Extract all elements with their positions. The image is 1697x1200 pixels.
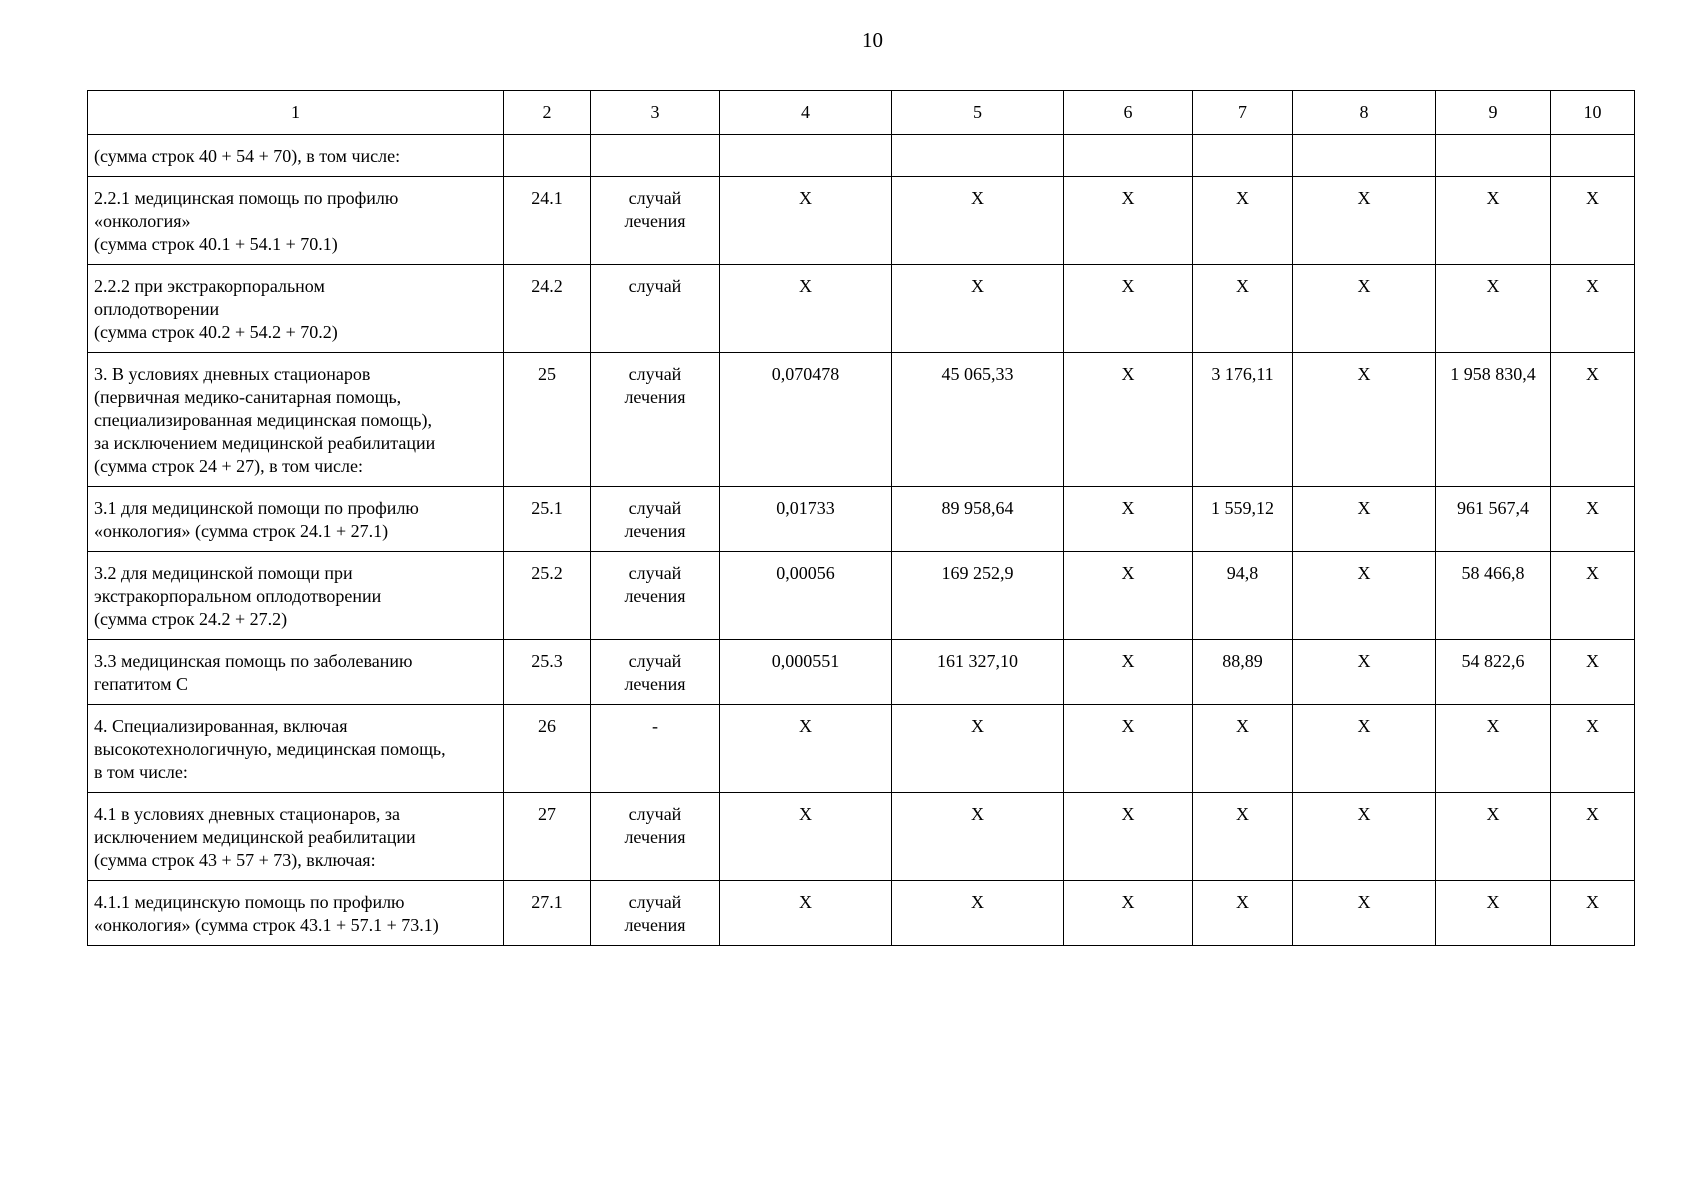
data-table: [87, 90, 1635, 946]
table-cell-col-2: 27: [504, 793, 591, 881]
header-cell-4: 4: [720, 91, 892, 135]
table-cell-col-3: случай лечения: [591, 487, 720, 552]
table-cell-col-2: 25.3: [504, 640, 591, 705]
table-cell-col-4: X: [720, 881, 892, 946]
table-cell-col-3: случай лечения: [591, 552, 720, 640]
table-cell-col-10: X: [1551, 265, 1635, 353]
table-cell-col-3: случай: [591, 265, 720, 353]
table-cell-col-5: X: [892, 881, 1064, 946]
table-cell-col-2: [504, 135, 591, 177]
table-cell-col-10: X: [1551, 705, 1635, 793]
table-cell-col-2: 25.2: [504, 552, 591, 640]
table-cell-col-6: X: [1064, 552, 1193, 640]
table-cell-col-3: -: [591, 705, 720, 793]
table-row: [88, 793, 1635, 881]
page-number: 10: [862, 28, 883, 52]
table-cell-col-6: X: [1064, 353, 1193, 487]
table-cell-col-7: X: [1193, 265, 1293, 353]
table-cell-col-7: 94,8: [1193, 552, 1293, 640]
table-cell-col-9: 1 958 830,4: [1436, 353, 1551, 487]
row-label-cell: 3.3 медицинская помощь по заболеванию гепатитом С: [88, 640, 504, 705]
header-cell-8: 8: [1293, 91, 1436, 135]
header-cell-1: 1: [88, 91, 504, 135]
table-cell-col-7: 88,89: [1193, 640, 1293, 705]
header-cell-3: 3: [591, 91, 720, 135]
header-cell-10: 10: [1551, 91, 1635, 135]
table-cell-col-9: X: [1436, 881, 1551, 946]
table-cell-col-5: 161 327,10: [892, 640, 1064, 705]
header-row: [88, 91, 1635, 135]
table-row: [88, 487, 1635, 552]
table-cell-col-10: X: [1551, 177, 1635, 265]
table-cell-col-5: 45 065,33: [892, 353, 1064, 487]
table-cell-col-8: X: [1293, 881, 1436, 946]
table-cell-col-10: [1551, 135, 1635, 177]
header-cell-9: 9: [1436, 91, 1551, 135]
table-cell-col-5: X: [892, 793, 1064, 881]
table-cell-col-2: 24.1: [504, 177, 591, 265]
table-cell-col-5: X: [892, 705, 1064, 793]
row-label-cell: 4. Специализированная, включая высокотехнологичную, медицинская помощь, в том числе:: [88, 705, 504, 793]
table-cell-col-4: X: [720, 265, 892, 353]
table-cell-col-3: случай лечения: [591, 177, 720, 265]
table-cell-col-4: 0,01733: [720, 487, 892, 552]
table-cell-col-3: случай лечения: [591, 793, 720, 881]
table-cell-col-9: X: [1436, 793, 1551, 881]
table-cell-col-6: X: [1064, 793, 1193, 881]
table-cell-col-3: случай лечения: [591, 640, 720, 705]
table-row: [88, 353, 1635, 487]
table-cell-col-4: X: [720, 793, 892, 881]
table-cell-col-8: X: [1293, 640, 1436, 705]
table-cell-col-3: [591, 135, 720, 177]
table-cell-col-8: X: [1293, 705, 1436, 793]
table-cell-col-4: X: [720, 177, 892, 265]
table-cell-col-8: X: [1293, 793, 1436, 881]
table-cell-col-5: 169 252,9: [892, 552, 1064, 640]
table-cell-col-3: случай лечения: [591, 881, 720, 946]
row-label-cell: 2.2.1 медицинская помощь по профилю «онкология» (сумма строк 40.1 + 54.1 + 70.1): [88, 177, 504, 265]
table-cell-col-5: X: [892, 177, 1064, 265]
table-cell-col-10: X: [1551, 881, 1635, 946]
table-cell-col-2: 25.1: [504, 487, 591, 552]
header-cell-7: 7: [1193, 91, 1293, 135]
table-cell-col-10: X: [1551, 640, 1635, 705]
row-label-cell: (сумма строк 40 + 54 + 70), в том числе:: [88, 135, 504, 177]
table-cell-col-5: 89 958,64: [892, 487, 1064, 552]
table-cell-col-2: 24.2: [504, 265, 591, 353]
table-cell-col-9: X: [1436, 705, 1551, 793]
table-cell-col-7: X: [1193, 705, 1293, 793]
table-cell-col-9: 961 567,4: [1436, 487, 1551, 552]
table-cell-col-4: 0,070478: [720, 353, 892, 487]
table-row: [88, 705, 1635, 793]
table-cell-col-8: [1293, 135, 1436, 177]
table-cell-col-9: [1436, 135, 1551, 177]
table-cell-col-10: X: [1551, 552, 1635, 640]
row-label-cell: 3.2 для медицинской помощи при экстракорпоральном оплодотворении (сумма строк 24.2 + 27.2): [88, 552, 504, 640]
table-row: [88, 881, 1635, 946]
table-cell-col-8: X: [1293, 552, 1436, 640]
table-cell-col-3: случай лечения: [591, 353, 720, 487]
header-cell-5: 5: [892, 91, 1064, 135]
table-cell-col-9: X: [1436, 265, 1551, 353]
table-cell-col-8: X: [1293, 177, 1436, 265]
table-row: [88, 177, 1635, 265]
table-cell-col-6: [1064, 135, 1193, 177]
header-cell-2: 2: [504, 91, 591, 135]
table-cell-col-9: 58 466,8: [1436, 552, 1551, 640]
table-cell-col-5: X: [892, 265, 1064, 353]
table-row: [88, 265, 1635, 353]
table-row: [88, 640, 1635, 705]
row-label-cell: 2.2.2 при экстракорпоральном оплодотворении (сумма строк 40.2 + 54.2 + 70.2): [88, 265, 504, 353]
table-cell-col-5: [892, 135, 1064, 177]
table-cell-col-9: X: [1436, 177, 1551, 265]
row-label-cell: 3. В условиях дневных стационаров (первичная медико-санитарная помощь, специализированная медицинская помощь), за исключением медицинской реабилитации (сумма строк 24 + 27), в том числе:: [88, 353, 504, 487]
table-cell-col-6: X: [1064, 177, 1193, 265]
table-cell-col-6: X: [1064, 265, 1193, 353]
table-cell-col-7: X: [1193, 881, 1293, 946]
table-cell-col-7: X: [1193, 793, 1293, 881]
table-cell-col-6: X: [1064, 640, 1193, 705]
table-cell-col-4: X: [720, 705, 892, 793]
table-body: [88, 91, 1635, 946]
table-cell-col-2: 26: [504, 705, 591, 793]
table-cell-col-10: X: [1551, 793, 1635, 881]
table-cell-col-10: X: [1551, 487, 1635, 552]
table-cell-col-9: 54 822,6: [1436, 640, 1551, 705]
table-cell-col-7: 3 176,11: [1193, 353, 1293, 487]
table-cell-col-8: X: [1293, 487, 1436, 552]
table-cell-col-8: X: [1293, 353, 1436, 487]
table-cell-col-4: [720, 135, 892, 177]
header-cell-6: 6: [1064, 91, 1193, 135]
row-label-cell: 4.1.1 медицинскую помощь по профилю «онкология» (сумма строк 43.1 + 57.1 + 73.1): [88, 881, 504, 946]
table-cell-col-6: X: [1064, 487, 1193, 552]
table-cell-col-2: 25: [504, 353, 591, 487]
table-row: [88, 135, 1635, 177]
table-cell-col-6: X: [1064, 705, 1193, 793]
table-cell-col-4: 0,000551: [720, 640, 892, 705]
table-cell-col-7: 1 559,12: [1193, 487, 1293, 552]
table-cell-col-7: [1193, 135, 1293, 177]
table-cell-col-7: X: [1193, 177, 1293, 265]
table-cell-col-6: X: [1064, 881, 1193, 946]
table-cell-col-4: 0,00056: [720, 552, 892, 640]
table-cell-col-10: X: [1551, 353, 1635, 487]
table-row: [88, 552, 1635, 640]
table-cell-col-8: X: [1293, 265, 1436, 353]
row-label-cell: 4.1 в условиях дневных стационаров, за исключением медицинской реабилитации (сумма строк 43 + 57 + 73), включая:: [88, 793, 504, 881]
table-cell-col-2: 27.1: [504, 881, 591, 946]
row-label-cell: 3.1 для медицинской помощи по профилю «онкология» (сумма строк 24.1 + 27.1): [88, 487, 504, 552]
